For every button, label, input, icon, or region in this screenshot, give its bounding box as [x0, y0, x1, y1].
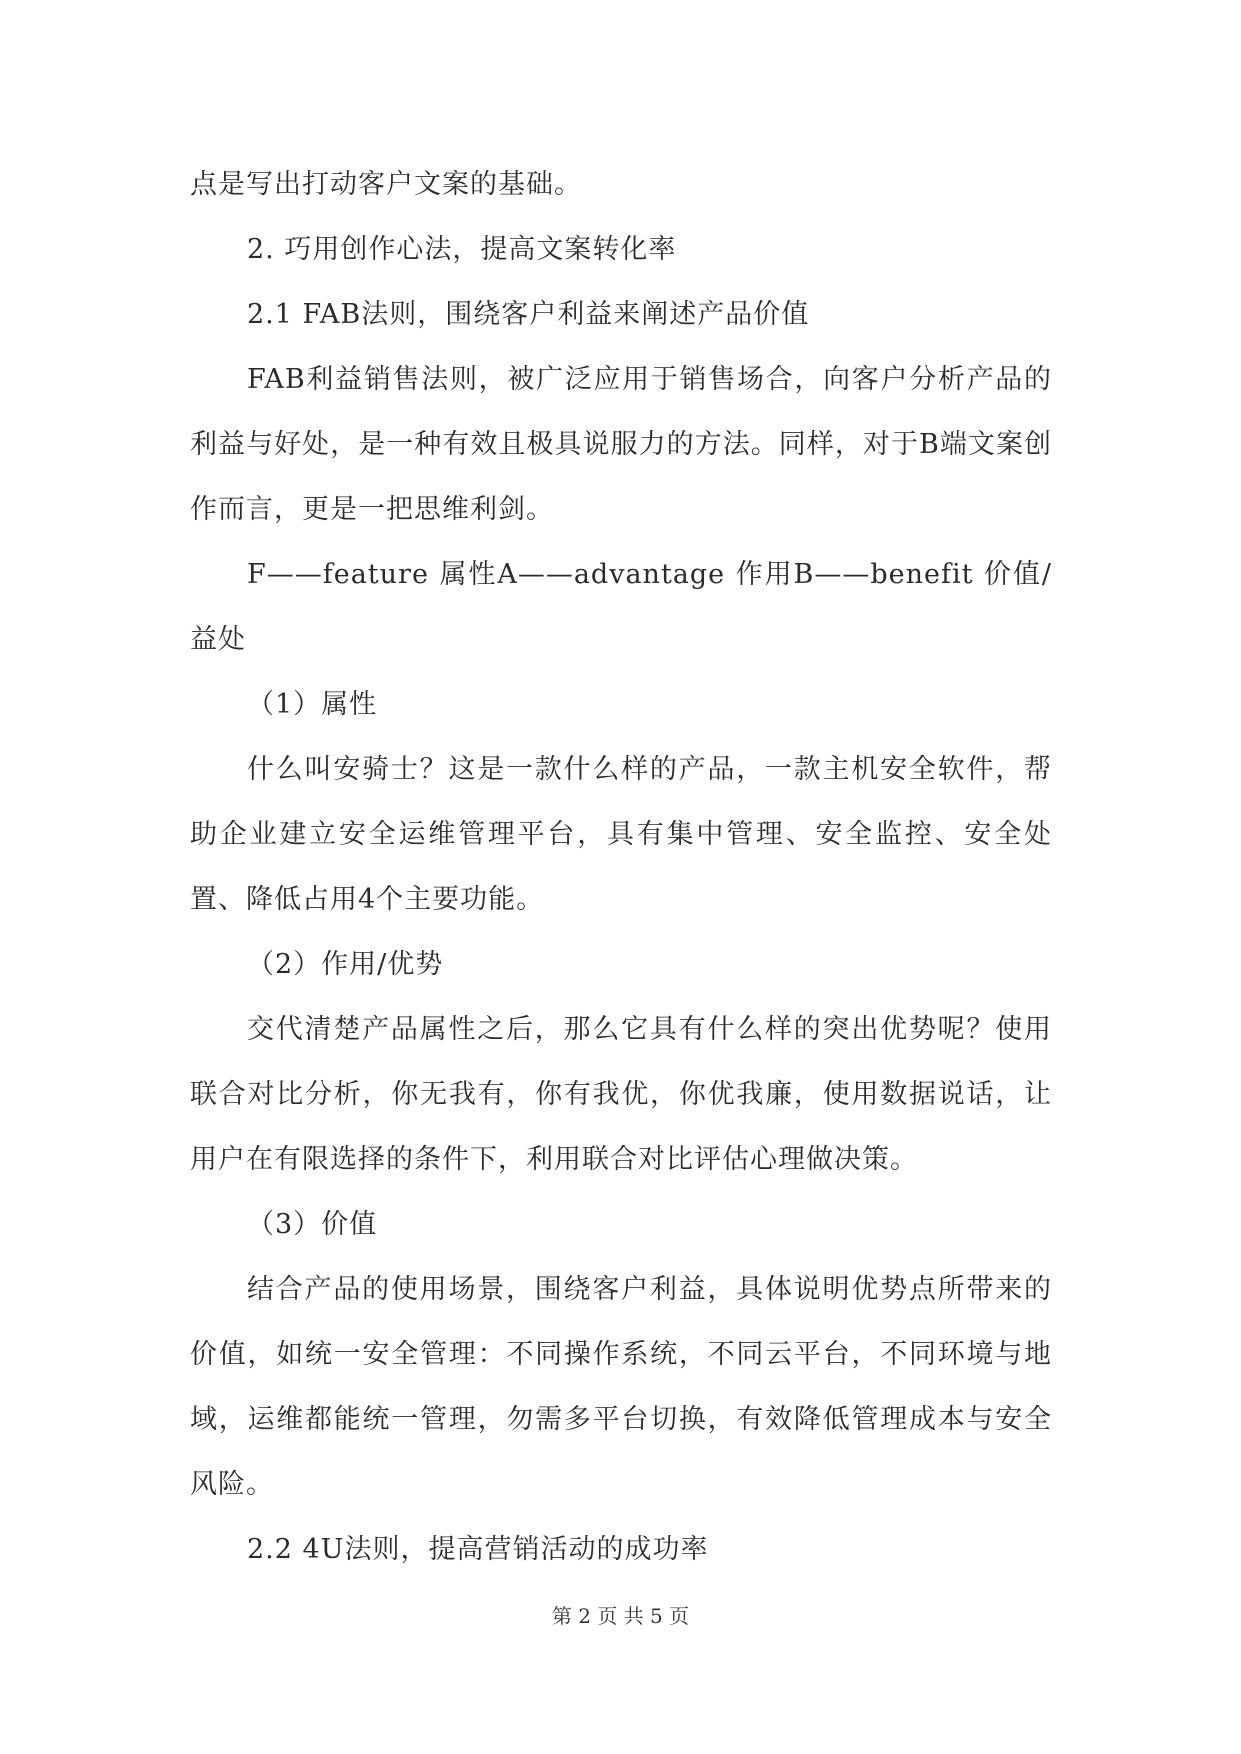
section-heading: 2. 巧用创作心法，提高文案转化率: [247, 234, 677, 265]
paragraph: 什么叫安骑士？这是一款什么样的产品，一款主机安全软件，帮助企业建立安全运维管理平台，具有集中管理、安全监控、安全处置、降低占用4个主要功能。: [190, 754, 1052, 915]
subsection-heading: 2.1 FAB法则，围绕客户利益来阐述产品价值: [247, 299, 810, 330]
document-body: [190, 152, 1052, 1582]
subsection-heading: 2.2 4U法则，提高营销活动的成功率: [247, 1534, 709, 1565]
paragraph: 点是写出打动客户文案的基础。: [190, 169, 582, 200]
paragraph: FAB利益销售法则，被广泛应用于销售场合，向客户分析产品的利益与好处，是一种有效且极具说服力的方法。同样，对于B端文案创作而言，更是一把思维利剑。: [190, 364, 1052, 525]
item-heading: （1）属性: [247, 689, 378, 720]
paragraph: F——feature 属性A——advantage 作用B——benefit 价值/益处: [190, 559, 1052, 655]
paragraph: 结合产品的使用场景，围绕客户利益，具体说明优势点所带来的价值，如统一安全管理：不同操作系统，不同云平台，不同环境与地域，运维都能统一管理，勿需多平台切换，有效降低管理成本与安全风险。: [190, 1274, 1052, 1500]
item-heading: （2）作用/优势: [247, 949, 444, 980]
page-number-footer: 第 2 页 共 5 页: [551, 1604, 690, 1628]
item-heading: （3）价值: [247, 1209, 378, 1240]
paragraph: 交代清楚产品属性之后，那么它具有什么样的突出优势呢？使用联合对比分析，你无我有，你有我优，你优我廉，使用数据说话，让用户在有限选择的条件下，利用联合对比评估心理做决策。: [190, 1014, 1052, 1175]
